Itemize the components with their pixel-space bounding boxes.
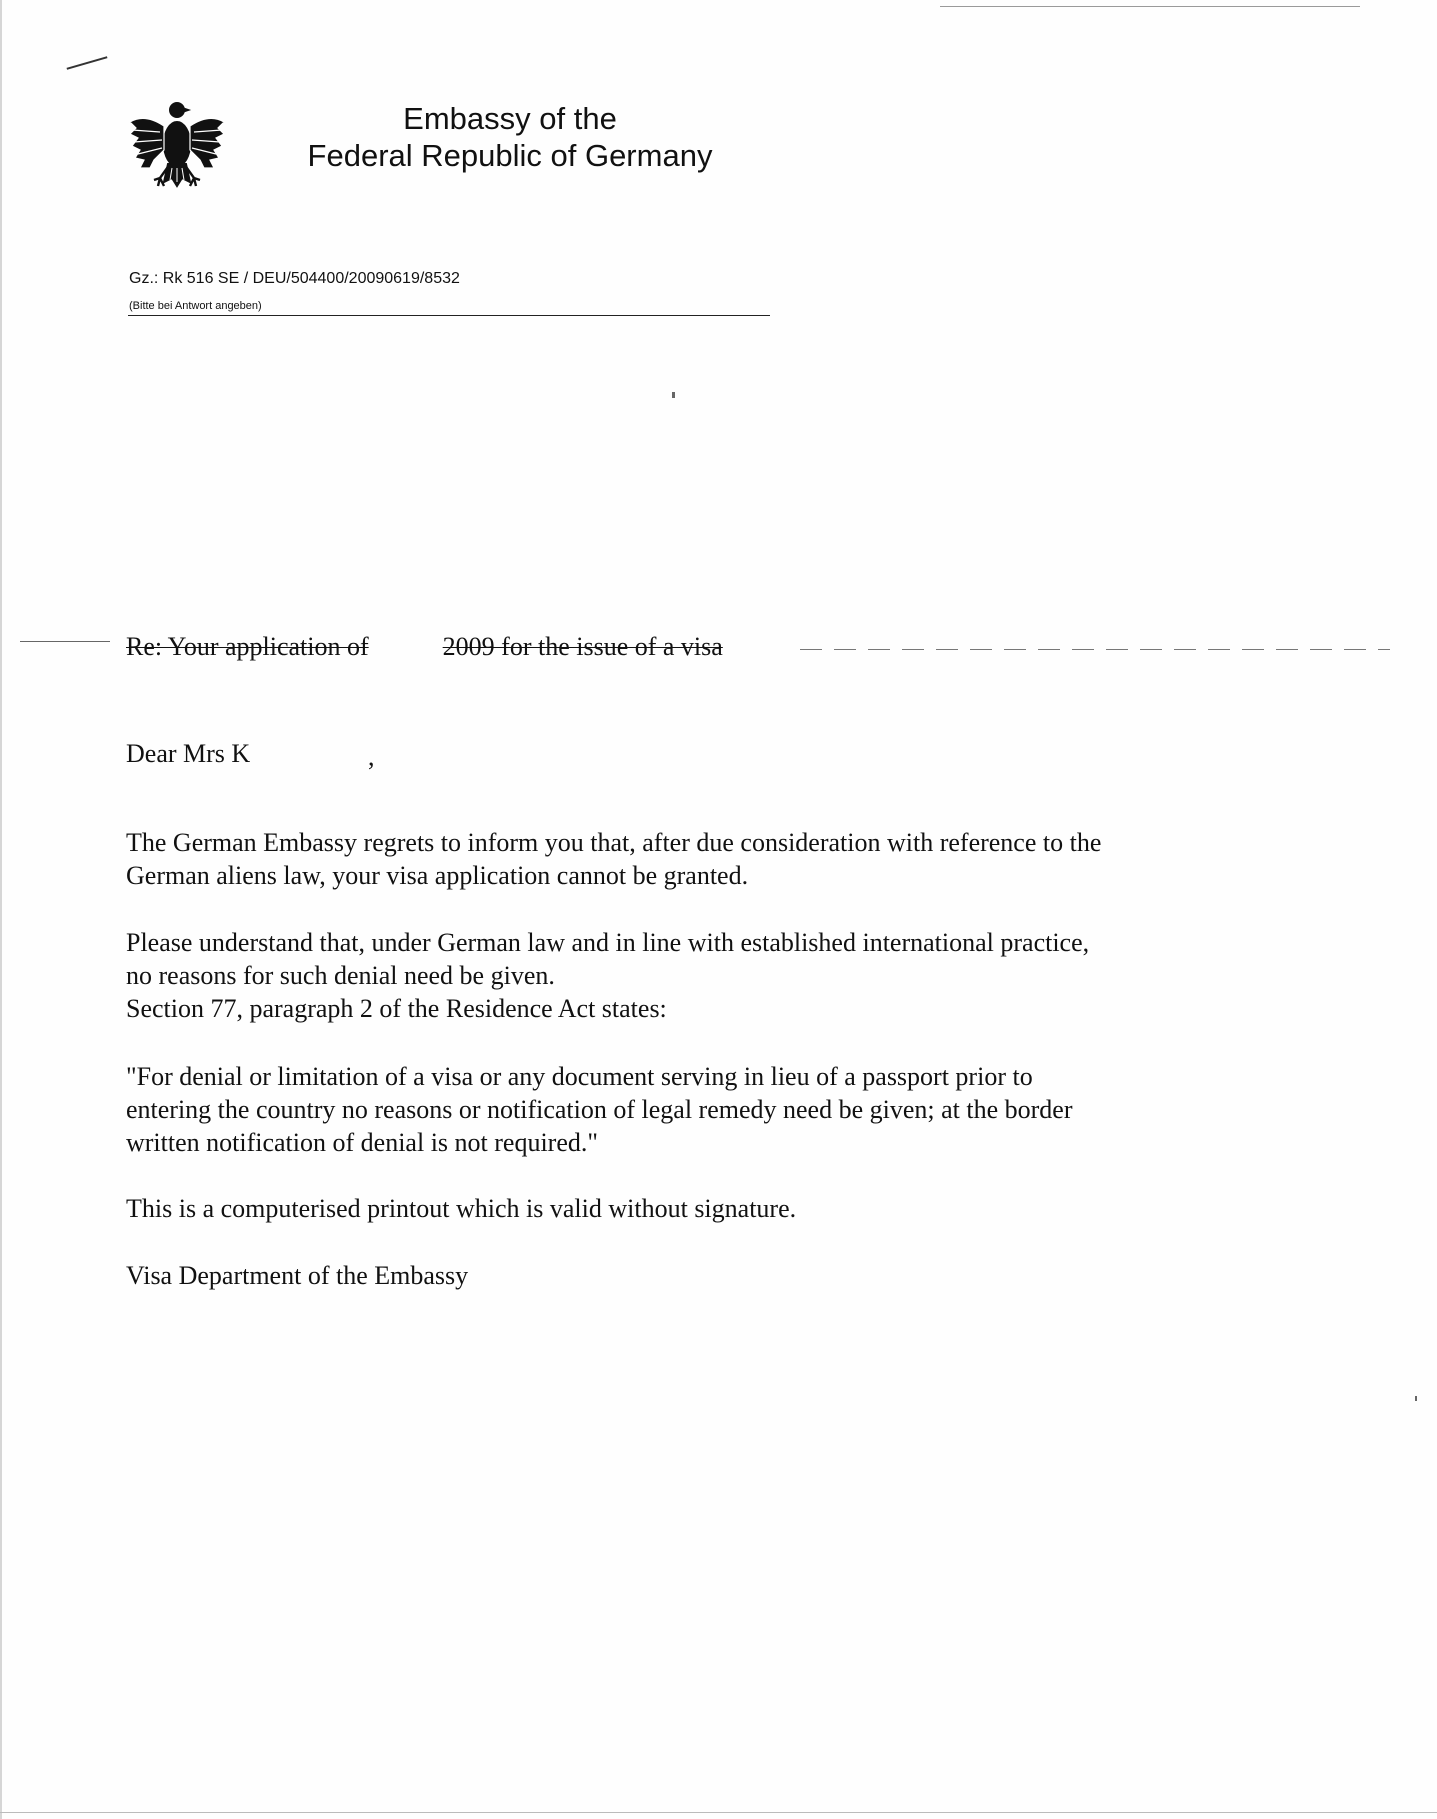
scan-speck	[1415, 1396, 1417, 1401]
subject-line	[126, 630, 723, 663]
subject-rule-right	[800, 649, 1390, 650]
paragraph-line: entering the country no reasons or notification of legal remedy need be given; at the border	[126, 1095, 1073, 1124]
reference-note: (Bitte bei Antwort angeben)	[129, 300, 262, 312]
subject-suffix: 2009 for the issue of a visa	[442, 632, 723, 661]
german-federal-eagle-icon	[126, 98, 228, 194]
paragraph-line: written notification of denial is not required."	[126, 1128, 598, 1157]
embassy-title	[280, 100, 740, 174]
subject-prefix: Re: Your application of	[126, 632, 369, 661]
paragraph-notice	[126, 1192, 1256, 1225]
paragraph-line: This is a computerised printout which is valid without signature.	[126, 1194, 797, 1223]
pen-mark	[67, 56, 108, 69]
reference-divider	[128, 315, 770, 316]
paragraph-line: no reasons for such denial need be given.	[126, 961, 555, 990]
salutation-comma: ,	[368, 742, 375, 771]
scan-artifact-bottom	[0, 1812, 1437, 1813]
closing-signoff: Visa Department of the Embassy	[126, 1261, 469, 1290]
paragraph-line: German aliens law, your visa application cannot be granted.	[126, 861, 749, 890]
subject-rule-left	[20, 641, 110, 642]
scan-edge	[0, 0, 2, 1819]
paragraph-quote	[126, 1060, 1256, 1159]
embassy-title-line1: Embassy of the	[403, 101, 617, 136]
reference-number: Gz.: Rk 516 SE / DEU/504400/20090619/8532	[129, 270, 460, 287]
paragraph-law	[126, 926, 1256, 1025]
embassy-title-line2: Federal Republic of Germany	[307, 138, 713, 173]
salutation: Dear Mrs K	[126, 739, 251, 768]
paragraph-line: "For denial or limitation of a visa or any document serving in lieu of a passport prior to	[126, 1062, 1033, 1091]
paragraph-line: The German Embassy regrets to inform you that, after due consideration with reference to the	[126, 828, 1102, 857]
paragraph-line: Please understand that, under German law and in line with established international practice,	[126, 928, 1090, 957]
scan-artifact-top	[940, 6, 1360, 7]
paragraph-line: Section 77, paragraph 2 of the Residence Act states:	[126, 994, 667, 1023]
scan-speck	[672, 392, 675, 398]
paragraph-denial	[126, 826, 1256, 892]
